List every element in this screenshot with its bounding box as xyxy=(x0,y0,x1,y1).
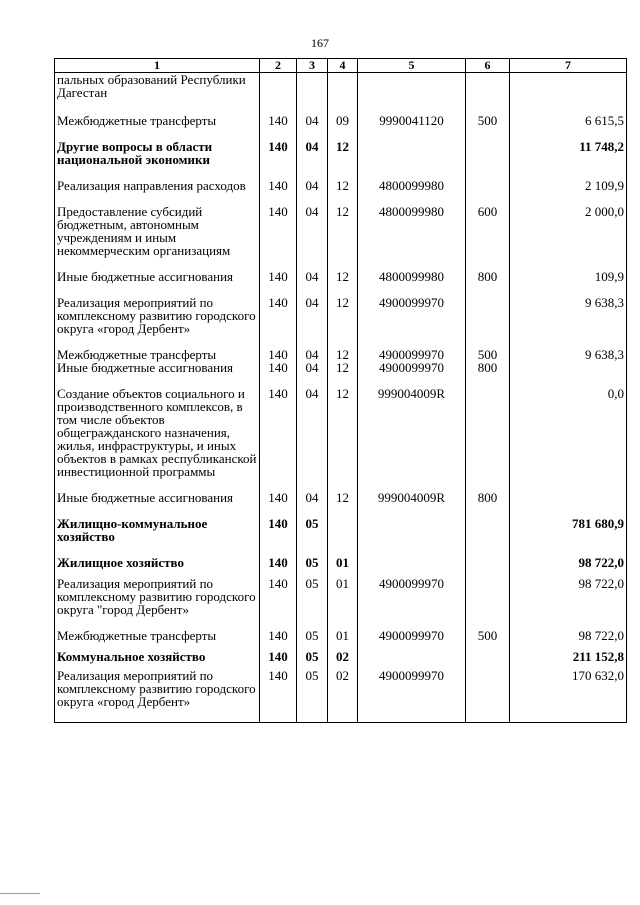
row-code-2: 140 xyxy=(260,361,297,374)
header-row xyxy=(55,59,627,73)
row-code-3: 05 xyxy=(297,569,328,616)
row-code-2: 140 xyxy=(260,504,297,543)
row-code-6: 800 xyxy=(466,478,510,504)
row-code-2: 140 xyxy=(260,642,297,663)
row-code-4: 02 xyxy=(328,663,358,723)
row-amount: 0,0 xyxy=(510,374,627,478)
table-row xyxy=(55,192,627,257)
table-row xyxy=(55,616,627,642)
row-code-5: 4900099970 xyxy=(358,569,466,616)
row-amount: 2 000,0 xyxy=(510,192,627,257)
header-col-6: 6 xyxy=(466,59,510,73)
row-code-2: 140 xyxy=(260,543,297,569)
row-name: Другие вопросы в области национальной экономики xyxy=(55,127,260,166)
row-name: Создание объектов социального и производственного комплексов, в том числе объектов общегражданского назначения, жилья, инфраструктуры, и иных объектов в рамках республиканской инвестиционной программы xyxy=(55,374,260,478)
table-row xyxy=(55,478,627,504)
row-code-4: 12 xyxy=(328,192,358,257)
table-row xyxy=(55,335,627,361)
row-code-3 xyxy=(297,73,328,100)
row-name: Реализация направления расходов xyxy=(55,166,260,192)
table-row xyxy=(55,99,627,127)
row-code-2: 140 xyxy=(260,99,297,127)
row-code-6: 500 xyxy=(466,99,510,127)
row-code-6 xyxy=(466,166,510,192)
row-code-4: 01 xyxy=(328,616,358,642)
table-row xyxy=(55,543,627,569)
row-code-3: 05 xyxy=(297,543,328,569)
row-code-4: 09 xyxy=(328,99,358,127)
row-code-5: 4900099970 xyxy=(358,335,466,361)
row-code-6 xyxy=(466,504,510,543)
page-edge-mark xyxy=(0,893,40,894)
row-code-5 xyxy=(358,127,466,166)
row-code-6: 800 xyxy=(466,361,510,374)
row-amount: 781 680,9 xyxy=(510,504,627,543)
budget-table xyxy=(54,58,627,723)
row-amount xyxy=(510,478,627,504)
row-code-2 xyxy=(260,73,297,100)
row-code-3: 04 xyxy=(297,283,328,335)
header-col-2: 2 xyxy=(260,59,297,73)
row-code-2: 140 xyxy=(260,374,297,478)
row-code-3: 05 xyxy=(297,642,328,663)
row-code-4 xyxy=(328,504,358,543)
table-row xyxy=(55,374,627,478)
row-code-2: 140 xyxy=(260,192,297,257)
row-amount: 9 638,3 xyxy=(510,335,627,361)
row-code-5: 999004009R xyxy=(358,374,466,478)
row-code-5 xyxy=(358,73,466,100)
row-code-4 xyxy=(328,73,358,100)
row-code-3: 04 xyxy=(297,192,328,257)
row-name: Межбюджетные трансферты xyxy=(55,335,260,361)
row-code-6 xyxy=(466,569,510,616)
row-code-5: 4800099980 xyxy=(358,166,466,192)
row-code-2: 140 xyxy=(260,127,297,166)
row-code-3: 04 xyxy=(297,335,328,361)
row-code-6: 500 xyxy=(466,616,510,642)
row-amount: 2 109,9 xyxy=(510,166,627,192)
row-amount: 6 615,5 xyxy=(510,99,627,127)
table-row xyxy=(55,361,627,374)
row-code-3: 04 xyxy=(297,257,328,283)
row-name: пальных образований Республики Дагестан xyxy=(55,73,260,100)
row-code-2: 140 xyxy=(260,569,297,616)
row-name: Реализация мероприятий по комплексному развитию городского округа "город Дербент» xyxy=(55,569,260,616)
row-code-6: 800 xyxy=(466,257,510,283)
row-amount: 11 748,2 xyxy=(510,127,627,166)
row-code-3: 04 xyxy=(297,374,328,478)
row-code-5: 4900099970 xyxy=(358,283,466,335)
row-code-2: 140 xyxy=(260,335,297,361)
table-row xyxy=(55,283,627,335)
row-code-4: 12 xyxy=(328,335,358,361)
row-code-6 xyxy=(466,663,510,723)
row-code-5 xyxy=(358,504,466,543)
table-row xyxy=(55,127,627,166)
row-name: Иные бюджетные ассигнования xyxy=(55,361,260,374)
table-row xyxy=(55,569,627,616)
row-name: Реализация мероприятий по комплексному развитию городского округа «город Дербент» xyxy=(55,663,260,723)
row-amount: 170 632,0 xyxy=(510,663,627,723)
row-code-3: 04 xyxy=(297,478,328,504)
table-row xyxy=(55,73,627,100)
table-row xyxy=(55,642,627,663)
row-amount: 211 152,8 xyxy=(510,642,627,663)
row-code-6 xyxy=(466,543,510,569)
row-code-4: 12 xyxy=(328,283,358,335)
row-code-6 xyxy=(466,73,510,100)
row-code-6 xyxy=(466,642,510,663)
row-code-5 xyxy=(358,543,466,569)
row-name: Коммунальное хозяйство xyxy=(55,642,260,663)
row-code-5: 999004009R xyxy=(358,478,466,504)
row-code-4: 12 xyxy=(328,361,358,374)
row-code-6: 500 xyxy=(466,335,510,361)
page-number: 167 xyxy=(311,36,329,50)
row-name: Межбюджетные трансферты xyxy=(55,616,260,642)
row-code-4: 12 xyxy=(328,374,358,478)
row-code-6 xyxy=(466,374,510,478)
row-code-3: 04 xyxy=(297,99,328,127)
row-code-3: 05 xyxy=(297,504,328,543)
row-name: Реализация мероприятий по комплексному развитию городского округа «город Дербент» xyxy=(55,283,260,335)
row-code-4: 12 xyxy=(328,127,358,166)
row-code-5: 4800099980 xyxy=(358,257,466,283)
row-code-4: 01 xyxy=(328,569,358,616)
row-code-3: 04 xyxy=(297,127,328,166)
row-code-5: 4900099970 xyxy=(358,663,466,723)
row-amount: 98 722,0 xyxy=(510,616,627,642)
row-code-6: 600 xyxy=(466,192,510,257)
row-code-5 xyxy=(358,642,466,663)
row-name: Предоставление субсидий бюджетным, автономным учреждениям и иным некоммерческим организациям xyxy=(55,192,260,257)
row-code-4: 12 xyxy=(328,478,358,504)
header-col-1: 1 xyxy=(55,59,260,73)
row-code-2: 140 xyxy=(260,257,297,283)
row-name: Жилищно-коммунальное хозяйство xyxy=(55,504,260,543)
row-amount xyxy=(510,73,627,100)
row-code-4: 02 xyxy=(328,642,358,663)
row-amount: 98 722,0 xyxy=(510,569,627,616)
row-code-4: 12 xyxy=(328,166,358,192)
row-code-5: 4900099970 xyxy=(358,361,466,374)
row-code-2: 140 xyxy=(260,166,297,192)
row-code-3: 05 xyxy=(297,663,328,723)
row-name: Жилищное хозяйство xyxy=(55,543,260,569)
table-row xyxy=(55,504,627,543)
header-col-7: 7 xyxy=(510,59,627,73)
row-code-5: 9990041120 xyxy=(358,99,466,127)
header-col-4: 4 xyxy=(328,59,358,73)
table-row xyxy=(55,166,627,192)
row-name: Межбюджетные трансферты xyxy=(55,99,260,127)
row-name: Иные бюджетные ассигнования xyxy=(55,478,260,504)
row-amount: 9 638,3 xyxy=(510,283,627,335)
row-code-4: 01 xyxy=(328,543,358,569)
row-amount xyxy=(510,361,627,374)
header-col-5: 5 xyxy=(358,59,466,73)
row-amount: 98 722,0 xyxy=(510,543,627,569)
row-amount: 109,9 xyxy=(510,257,627,283)
row-code-6 xyxy=(466,127,510,166)
row-code-3: 04 xyxy=(297,361,328,374)
row-code-5: 4800099980 xyxy=(358,192,466,257)
row-code-2: 140 xyxy=(260,663,297,723)
row-code-2: 140 xyxy=(260,283,297,335)
row-code-5: 4900099970 xyxy=(358,616,466,642)
row-code-2: 140 xyxy=(260,478,297,504)
table-row xyxy=(55,257,627,283)
row-code-3: 05 xyxy=(297,616,328,642)
row-code-2: 140 xyxy=(260,616,297,642)
row-code-4: 12 xyxy=(328,257,358,283)
table-row xyxy=(55,663,627,723)
row-name: Иные бюджетные ассигнования xyxy=(55,257,260,283)
row-code-6 xyxy=(466,283,510,335)
header-col-3: 3 xyxy=(297,59,328,73)
row-code-3: 04 xyxy=(297,166,328,192)
